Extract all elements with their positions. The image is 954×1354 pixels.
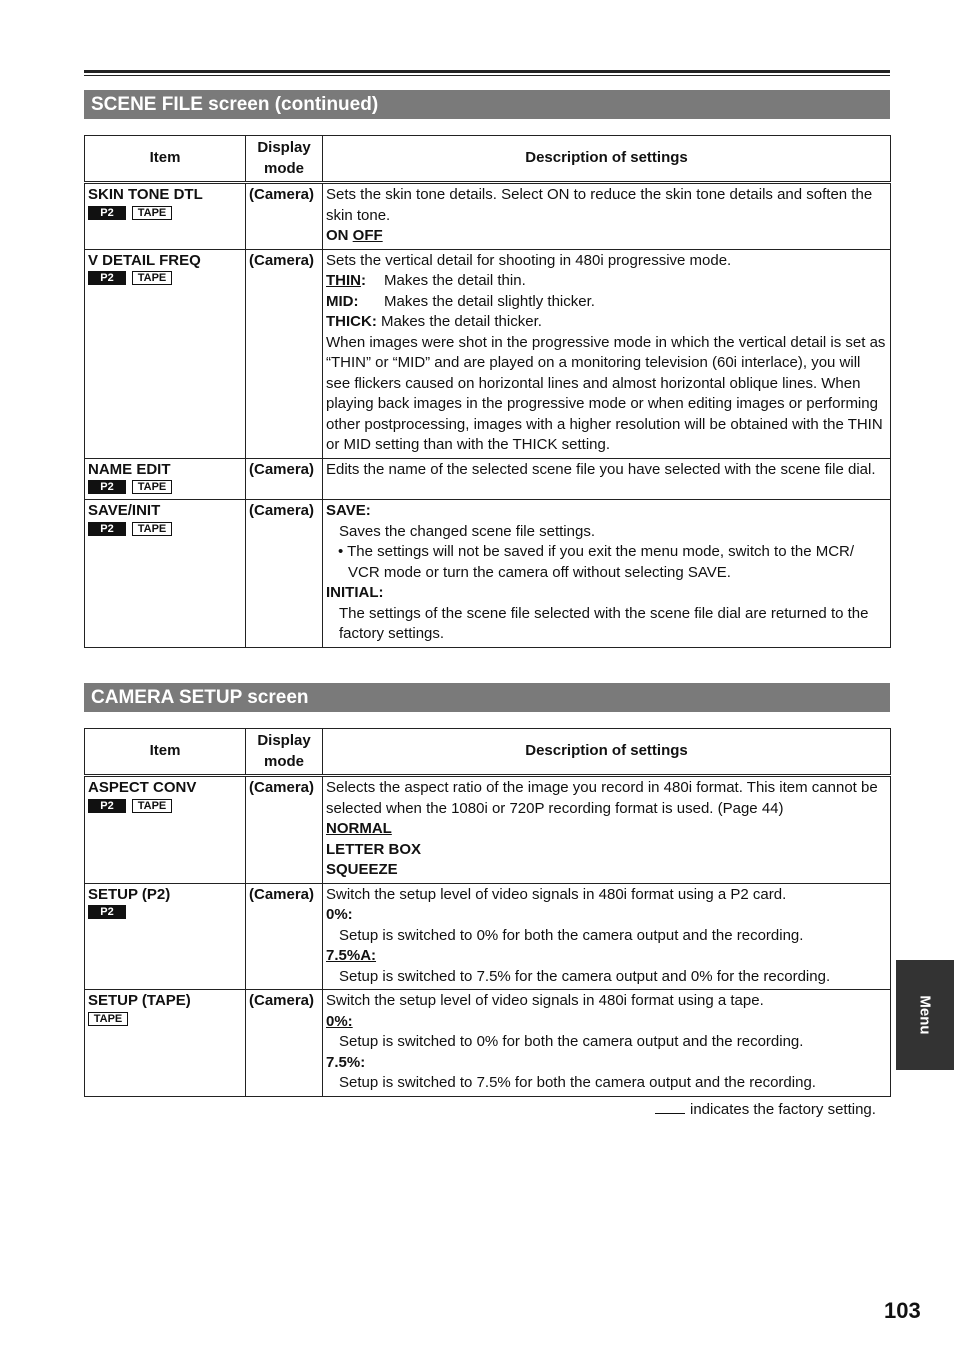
item-cell [85, 990, 246, 1097]
note-text: When images were shot in the progressive mode in which the vertical detail is set as “THIN” or “MID” and are played on a monitoring television (60i interlace), you will see flickers caused on horizontal lines and almost horizontal oblique lines. When playing back images in the progressive mode or when editing images or performing other postprocessing, images with a higher resolution will be obtained with the THIN or MID setting than with the THICK setting. [326, 333, 886, 453]
option-0-percent-default: 0%: [326, 1012, 353, 1030]
description-cell: Switch the setup level of video signals in 480i format using a P2 card. 0%: Setup is switched to 0% for both the camera output and the recording. 7.5%A: Setup is switched to 7.5% for the camera output and 0% for the recording. [323, 883, 891, 990]
description-cell: Sets the skin tone details. Select ON to reduce the skin tone details and soften the skin tone. ON OFF [323, 183, 891, 250]
scene-file-table [84, 135, 891, 648]
item-cell [85, 883, 246, 990]
option-mid: MID: [326, 292, 359, 310]
factory-setting-note: indicates the factory setting. [655, 1101, 876, 1118]
table-row [85, 183, 891, 250]
description-cell: Selects the aspect ratio of the image you record in 480i format. This item cannot be selected when the 1080i or 720P recording format is used. (Page 44) NORMAL LETTER BOX SQUEEZE [323, 776, 891, 884]
p2-badge: P2 [88, 271, 126, 285]
table-row [85, 500, 891, 648]
header-display-mode: Display mode [246, 136, 323, 183]
item-name: V DETAIL FREQ [88, 251, 201, 269]
header-description: Description of settings [323, 729, 891, 776]
item-name: SAVE/INIT [88, 502, 161, 519]
table-header-row [85, 136, 891, 183]
item-name: NAME EDIT [88, 460, 171, 478]
display-mode: (Camera) [246, 183, 323, 250]
header-display-mode: Display mode [246, 729, 323, 776]
option-7-5-percent-a-default: 7.5%A: [326, 947, 377, 964]
option-off-default: OFF [352, 227, 383, 244]
p2-badge: P2 [88, 206, 126, 220]
option-letter-box: LETTER BOX [326, 840, 422, 858]
item-cell [85, 500, 246, 648]
option-7-5-percent: 7.5%: [326, 1053, 366, 1071]
page-number: 103 [884, 1298, 921, 1323]
option-squeeze: SQUEEZE [326, 861, 398, 878]
section-title-scene-file: SCENE FILE screen (continued) [84, 90, 890, 119]
table-row [85, 990, 891, 1097]
item-name: ASPECT CONV [88, 779, 197, 796]
option-on: ON [326, 227, 349, 244]
table-header-row [85, 729, 891, 776]
display-mode: (Camera) [246, 776, 323, 884]
item-name: SETUP (P2) [88, 885, 171, 903]
tape-badge: TAPE [88, 1012, 128, 1026]
item-name: SETUP (TAPE) [88, 992, 191, 1009]
table-row [85, 249, 891, 458]
tape-badge: TAPE [132, 206, 172, 220]
description-cell: SAVE: Saves the changed scene file settings. • The settings will not be saved if you exit the menu mode, switch to the MCR/ VCR mode or turn the camera off without selecting SAVE. INITIAL: The settings of the scene file selected with the scene file dial are returned to the factory settings. [323, 500, 891, 648]
p2-badge: P2 [88, 522, 126, 536]
option-thick: THICK: [326, 313, 377, 330]
option-normal-default: NORMAL [326, 820, 392, 837]
item-cell [85, 183, 246, 250]
tape-badge: TAPE [132, 480, 172, 494]
p2-badge: P2 [88, 905, 126, 919]
item-name: SKIN TONE DTL [88, 186, 203, 203]
header-item: Item [85, 136, 246, 183]
table-row [85, 883, 891, 990]
display-mode: (Camera) [246, 458, 323, 500]
option-0-percent: 0%: [326, 906, 353, 923]
tape-badge: TAPE [132, 271, 172, 285]
p2-badge: P2 [88, 480, 126, 494]
tape-badge: TAPE [132, 522, 172, 536]
option-initial: INITIAL: [326, 584, 384, 601]
header-description: Description of settings [323, 136, 891, 183]
table-row [85, 776, 891, 884]
description-cell: Sets the vertical detail for shooting in 480i progressive mode. THIN: Makes the detail thin. MID: Makes the detail slightly thicker. THICK: Makes the detail thicker. When images were shot in the progressive mode in which the vertical detail is set as “THIN” or “MID” and are played on a monitoring television (60i interlace), you will see flickers caused on horizontal lines and almost horizontal oblique lines. When playing back images in the progressive mode or when editing images or performing other postprocessing, images with a higher resolution will be obtained with the THIN or MID setting than with the THICK setting. [323, 249, 891, 458]
option-save: SAVE: [326, 502, 371, 519]
display-mode: (Camera) [246, 990, 323, 1097]
item-cell [85, 776, 246, 884]
top-rule-thin [84, 75, 890, 76]
top-rule [84, 70, 890, 73]
item-cell [85, 249, 246, 458]
menu-side-tab [896, 960, 954, 1070]
option-thin-default: THIN [326, 272, 361, 289]
header-item: Item [85, 729, 246, 776]
display-mode: (Camera) [246, 883, 323, 990]
description-cell: Edits the name of the selected scene file you have selected with the scene file dial. [323, 458, 891, 500]
display-mode: (Camera) [246, 249, 323, 458]
camera-setup-table [84, 728, 891, 1097]
display-mode: (Camera) [246, 500, 323, 648]
section-title-camera-setup: CAMERA SETUP screen [84, 683, 890, 712]
tape-badge: TAPE [132, 799, 172, 813]
description-cell: Switch the setup level of video signals in 480i format using a tape. 0%: Setup is switched to 0% for both the camera output and the recording. 7.5%: Setup is switched to 7.5% for both the camera output and the recording. [323, 990, 891, 1097]
p2-badge: P2 [88, 799, 126, 813]
table-row [85, 458, 891, 500]
item-cell [85, 458, 246, 500]
underline-sample [655, 1113, 685, 1114]
side-tab-label: Menu [916, 995, 934, 1035]
